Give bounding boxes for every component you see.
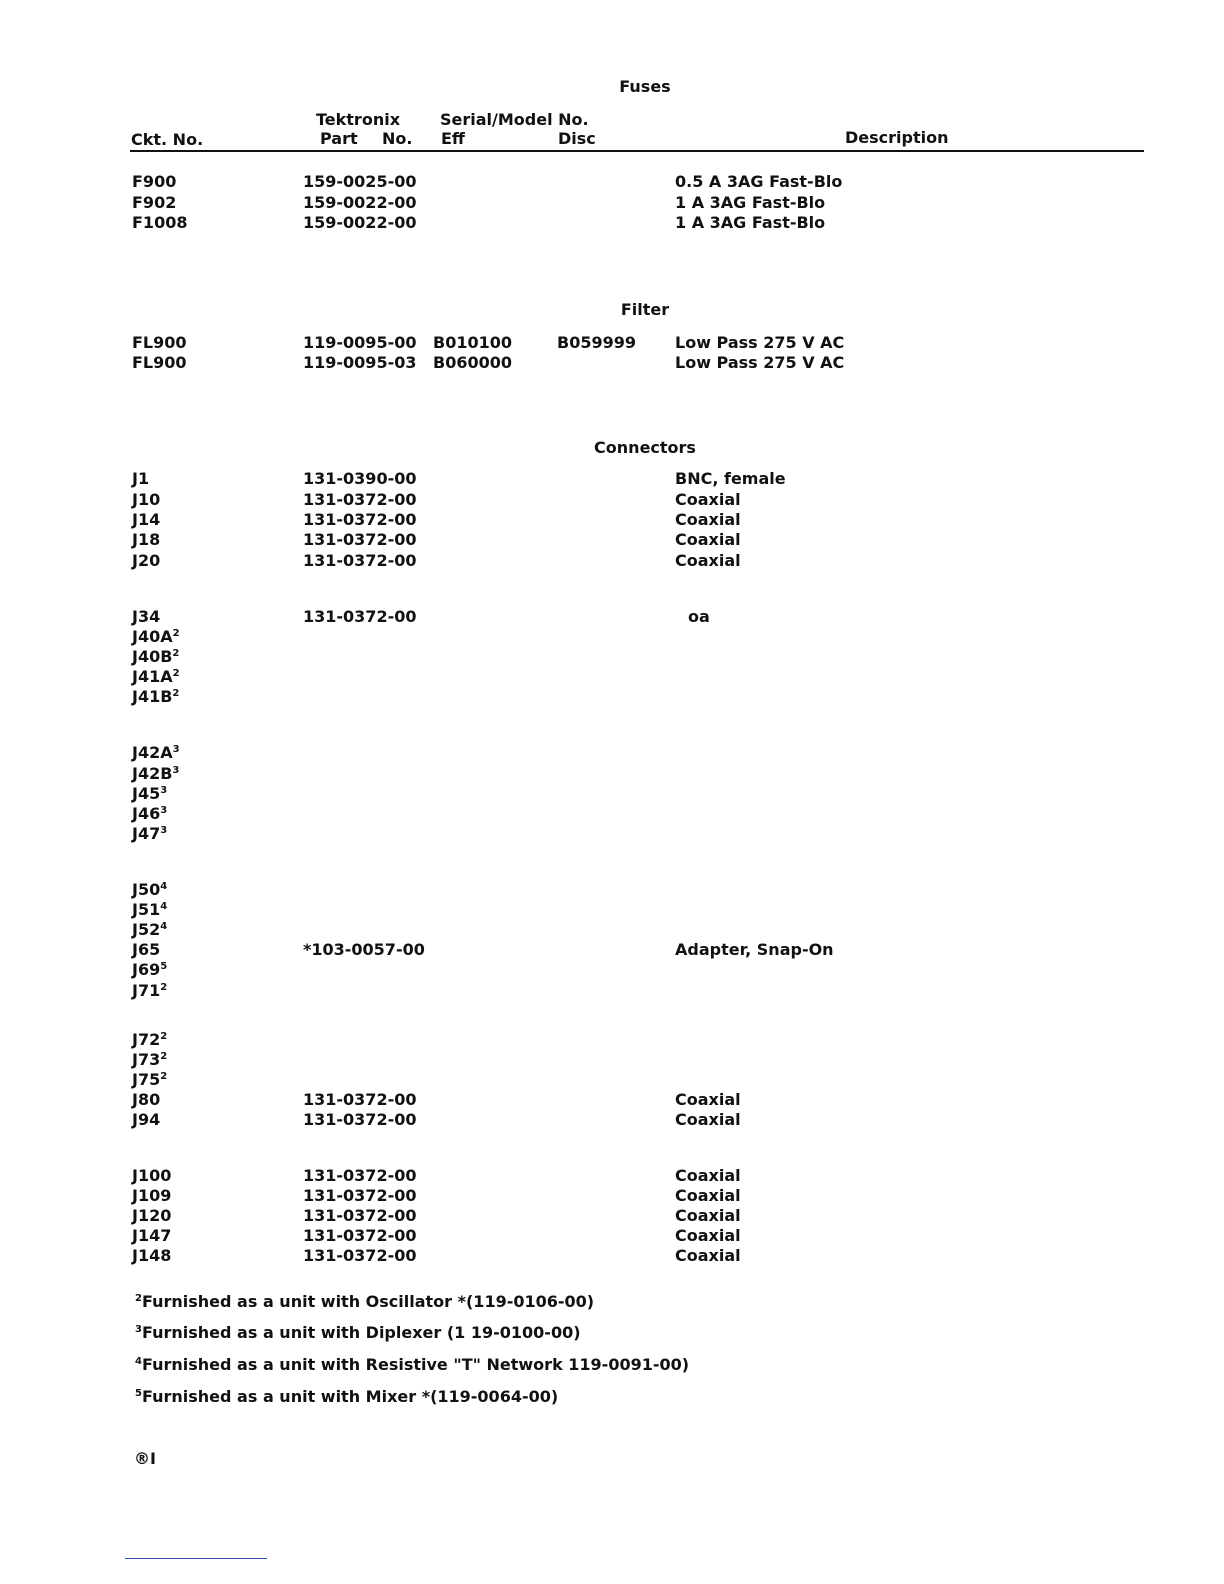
footnote-ref: 3 (160, 825, 168, 836)
ckt-no (132, 1186, 171, 1205)
table-row (0, 647, 1224, 667)
ckt-no: FL900 (132, 333, 187, 352)
ckt-no (132, 1030, 167, 1049)
header-serial-model: Serial/Model No. (440, 110, 589, 129)
footnote-ref: 4 (160, 901, 168, 912)
table-row (0, 804, 1224, 824)
footnote-text: Furnished as a unit with Resistive "T" Network 119-0091-00) (141, 1355, 690, 1374)
description: Low Pass 275 V AC (675, 333, 845, 352)
table-row (0, 1166, 1224, 1186)
description: Coaxial (675, 510, 741, 529)
part-no: 131-0372-00 (303, 1166, 417, 1185)
ckt-no (132, 627, 180, 646)
table-row (0, 1206, 1224, 1226)
footnote-ref: 2 (172, 648, 180, 659)
ckt-no-text: J120 (132, 1206, 172, 1225)
footnote-ref: 2 (160, 1051, 168, 1062)
description: Coaxial (675, 1186, 741, 1205)
ckt-no-text: J40A (132, 627, 173, 646)
footnote-ref: 2 (172, 668, 180, 679)
serial-disc: B059999 (557, 333, 636, 352)
ckt-no (132, 804, 167, 823)
footnote-ref: 4 (160, 881, 168, 892)
description: oa (688, 607, 710, 626)
ckt-no-text: J47 (132, 824, 161, 843)
table-row (0, 880, 1224, 900)
ckt-no (132, 1246, 171, 1265)
ckt-no (132, 900, 167, 919)
description: Adapter, Snap-On (675, 940, 834, 959)
ckt-no (132, 551, 160, 570)
header-disc: Disc (558, 129, 596, 148)
table-row (0, 764, 1224, 784)
table-row (0, 1090, 1224, 1110)
ckt-no-text: J18 (132, 530, 161, 549)
description: Coaxial (675, 1226, 741, 1245)
ckt-no (132, 940, 160, 959)
ckt-no (132, 607, 160, 626)
description: 0.5 A 3AG Fast-Blo (675, 172, 843, 191)
ckt-no (132, 824, 167, 843)
table-row (0, 490, 1224, 510)
page-mark: ®I (134, 1449, 156, 1468)
table-row (0, 353, 1224, 373)
footnote-ref: 2 (160, 982, 168, 993)
part-no: 131-0372-00 (303, 490, 417, 509)
footnote-ref: 2 (160, 1031, 168, 1042)
table-row (0, 530, 1224, 550)
table-row (0, 469, 1224, 489)
ckt-no (132, 1110, 160, 1129)
footnote-ref: 2 (160, 1071, 168, 1082)
header-description: Description (845, 128, 949, 147)
footnote-number: 5 (135, 1388, 142, 1399)
table-row (0, 920, 1224, 940)
ckt-no (132, 1226, 171, 1245)
ckt-no-text: J46 (132, 804, 161, 823)
description: Coaxial (675, 490, 741, 509)
description: Coaxial (675, 1110, 741, 1129)
table-row (0, 193, 1224, 213)
part-no: 131-0372-00 (303, 551, 417, 570)
footnote-ref: 3 (160, 805, 168, 816)
part-no: 131-0372-00 (303, 1226, 417, 1245)
description: Coaxial (675, 1246, 741, 1265)
table-row (0, 940, 1224, 960)
ckt-no-text: J10 (132, 490, 161, 509)
header-no: No. (382, 129, 413, 148)
description: 1 A 3AG Fast-Blo (675, 193, 826, 212)
part-no: 131-0372-00 (303, 1186, 417, 1205)
footnote-text: Furnished as a unit with Oscillator *(119-0106-00) (141, 1292, 595, 1311)
part-no: *103-0057-00 (303, 940, 425, 959)
ckt-no-text: J94 (132, 1110, 161, 1129)
table-row (0, 981, 1224, 1001)
ckt-no-text: J45 (132, 784, 161, 803)
table-row (0, 551, 1224, 571)
serial-eff: B010100 (433, 333, 512, 352)
ckt-no-text: J50 (132, 880, 161, 899)
ckt-no: FL900 (132, 353, 187, 372)
footnote-ref: 2 (172, 688, 180, 699)
ckt-no-text: J42A (132, 743, 173, 762)
ckt-no (132, 647, 179, 666)
ckt-no (132, 667, 180, 686)
footnote (135, 1387, 558, 1406)
ckt-no (132, 764, 179, 783)
ckt-no: F1008 (132, 213, 188, 232)
description: Coaxial (675, 551, 741, 570)
table-row (0, 824, 1224, 844)
part-no: 131-0390-00 (303, 469, 417, 488)
header-part: Part (320, 129, 358, 148)
table-row (0, 1030, 1224, 1050)
ckt-no-text: J14 (132, 510, 161, 529)
ckt-no (132, 920, 167, 939)
description: Coaxial (675, 1166, 741, 1185)
ckt-no-text: J51 (132, 900, 161, 919)
ckt-no (132, 880, 167, 899)
table-row (0, 1246, 1224, 1266)
ckt-no-text: J20 (132, 551, 161, 570)
footnote-text: Furnished as a unit with Diplexer (1 19-0100-00) (141, 1323, 581, 1342)
footnote-ref: 5 (160, 961, 168, 972)
footnote-number: 4 (135, 1356, 142, 1367)
footnote-number: 3 (135, 1324, 142, 1335)
description: 1 A 3AG Fast-Blo (675, 213, 826, 232)
table-row (0, 1186, 1224, 1206)
footnote-text: Furnished as a unit with Mixer *(119-0064-00) (141, 1387, 559, 1406)
bottom-rule (125, 1558, 267, 1559)
ckt-no-text: J40B (132, 647, 173, 666)
description: Low Pass 275 V AC (675, 353, 845, 372)
ckt-no-text: J147 (132, 1226, 172, 1245)
ckt-no: F902 (132, 193, 177, 212)
ckt-no-text: J1 (132, 469, 150, 488)
part-no: 119-0095-03 (303, 353, 417, 372)
table-row (0, 1050, 1224, 1070)
ckt-no-text: J80 (132, 1090, 161, 1109)
ckt-no (132, 743, 180, 762)
part-no: 131-0372-00 (303, 530, 417, 549)
description: BNC, female (675, 469, 786, 488)
part-no: 131-0372-00 (303, 510, 417, 529)
ckt-no-text: J109 (132, 1186, 172, 1205)
ckt-no (132, 960, 167, 979)
ckt-no (132, 1166, 171, 1185)
ckt-no-text: J73 (132, 1050, 161, 1069)
part-no: 131-0372-00 (303, 1110, 417, 1129)
ckt-no (132, 530, 160, 549)
header-tektronix: Tektronix (316, 110, 401, 129)
ckt-no-text: J41B (132, 687, 173, 706)
table-row (0, 333, 1224, 353)
ckt-no-text: J72 (132, 1030, 161, 1049)
ckt-no (132, 1090, 160, 1109)
ckt-no (132, 687, 179, 706)
ckt-no (132, 784, 167, 803)
part-no: 159-0022-00 (303, 213, 417, 232)
ckt-no-text: J42B (132, 764, 173, 783)
ckt-no: F900 (132, 172, 177, 191)
ckt-no-text: J65 (132, 940, 161, 959)
part-no: 131-0372-00 (303, 1090, 417, 1109)
footnote (135, 1292, 594, 1311)
part-no: 119-0095-00 (303, 333, 417, 352)
ckt-no-text: J75 (132, 1070, 161, 1089)
footnote-ref: 3 (160, 785, 168, 796)
serial-eff: B060000 (433, 353, 512, 372)
ckt-no-text: J148 (132, 1246, 172, 1265)
header-eff: Eff (441, 129, 465, 148)
section-title-filter: Filter (620, 300, 670, 319)
description: Coaxial (675, 1206, 741, 1225)
ckt-no (132, 1070, 167, 1089)
table-row (0, 960, 1224, 980)
ckt-no-text: J34 (132, 607, 161, 626)
table-row (0, 510, 1224, 530)
table-row (0, 1226, 1224, 1246)
footnote (135, 1323, 581, 1342)
table-row (0, 1110, 1224, 1130)
table-row (0, 172, 1224, 192)
section-title-fuses: Fuses (619, 77, 671, 96)
table-row (0, 900, 1224, 920)
ckt-no-text: J41A (132, 667, 173, 686)
table-row (0, 213, 1224, 233)
ckt-no (132, 1050, 167, 1069)
table-row (0, 1070, 1224, 1090)
table-row (0, 607, 1224, 627)
ckt-no-text: J69 (132, 960, 161, 979)
footnote-ref: 3 (172, 765, 180, 776)
ckt-no (132, 490, 160, 509)
part-no: 159-0025-00 (303, 172, 417, 191)
footnote-ref: 3 (172, 744, 180, 755)
footnote-ref: 2 (172, 628, 180, 639)
section-title-connectors: Connectors (594, 438, 696, 457)
description: Coaxial (675, 530, 741, 549)
ckt-no (132, 1206, 171, 1225)
table-row (0, 784, 1224, 804)
table-row (0, 667, 1224, 687)
part-no: 131-0372-00 (303, 607, 417, 626)
ckt-no (132, 510, 160, 529)
ckt-no (132, 469, 149, 488)
header-rule (130, 150, 1144, 152)
part-no: 159-0022-00 (303, 193, 417, 212)
footnote-ref: 4 (160, 921, 168, 932)
ckt-no-text: J52 (132, 920, 161, 939)
description: Coaxial (675, 1090, 741, 1109)
ckt-no (132, 981, 167, 1000)
part-no: 131-0372-00 (303, 1206, 417, 1225)
table-row (0, 687, 1224, 707)
table-row (0, 743, 1224, 763)
footnote (135, 1355, 689, 1374)
ckt-no-text: J100 (132, 1166, 172, 1185)
header-ckt-no: Ckt. No. (131, 130, 204, 149)
table-row (0, 627, 1224, 647)
footnote-number: 2 (135, 1293, 142, 1304)
ckt-no-text: J71 (132, 981, 161, 1000)
part-no: 131-0372-00 (303, 1246, 417, 1265)
